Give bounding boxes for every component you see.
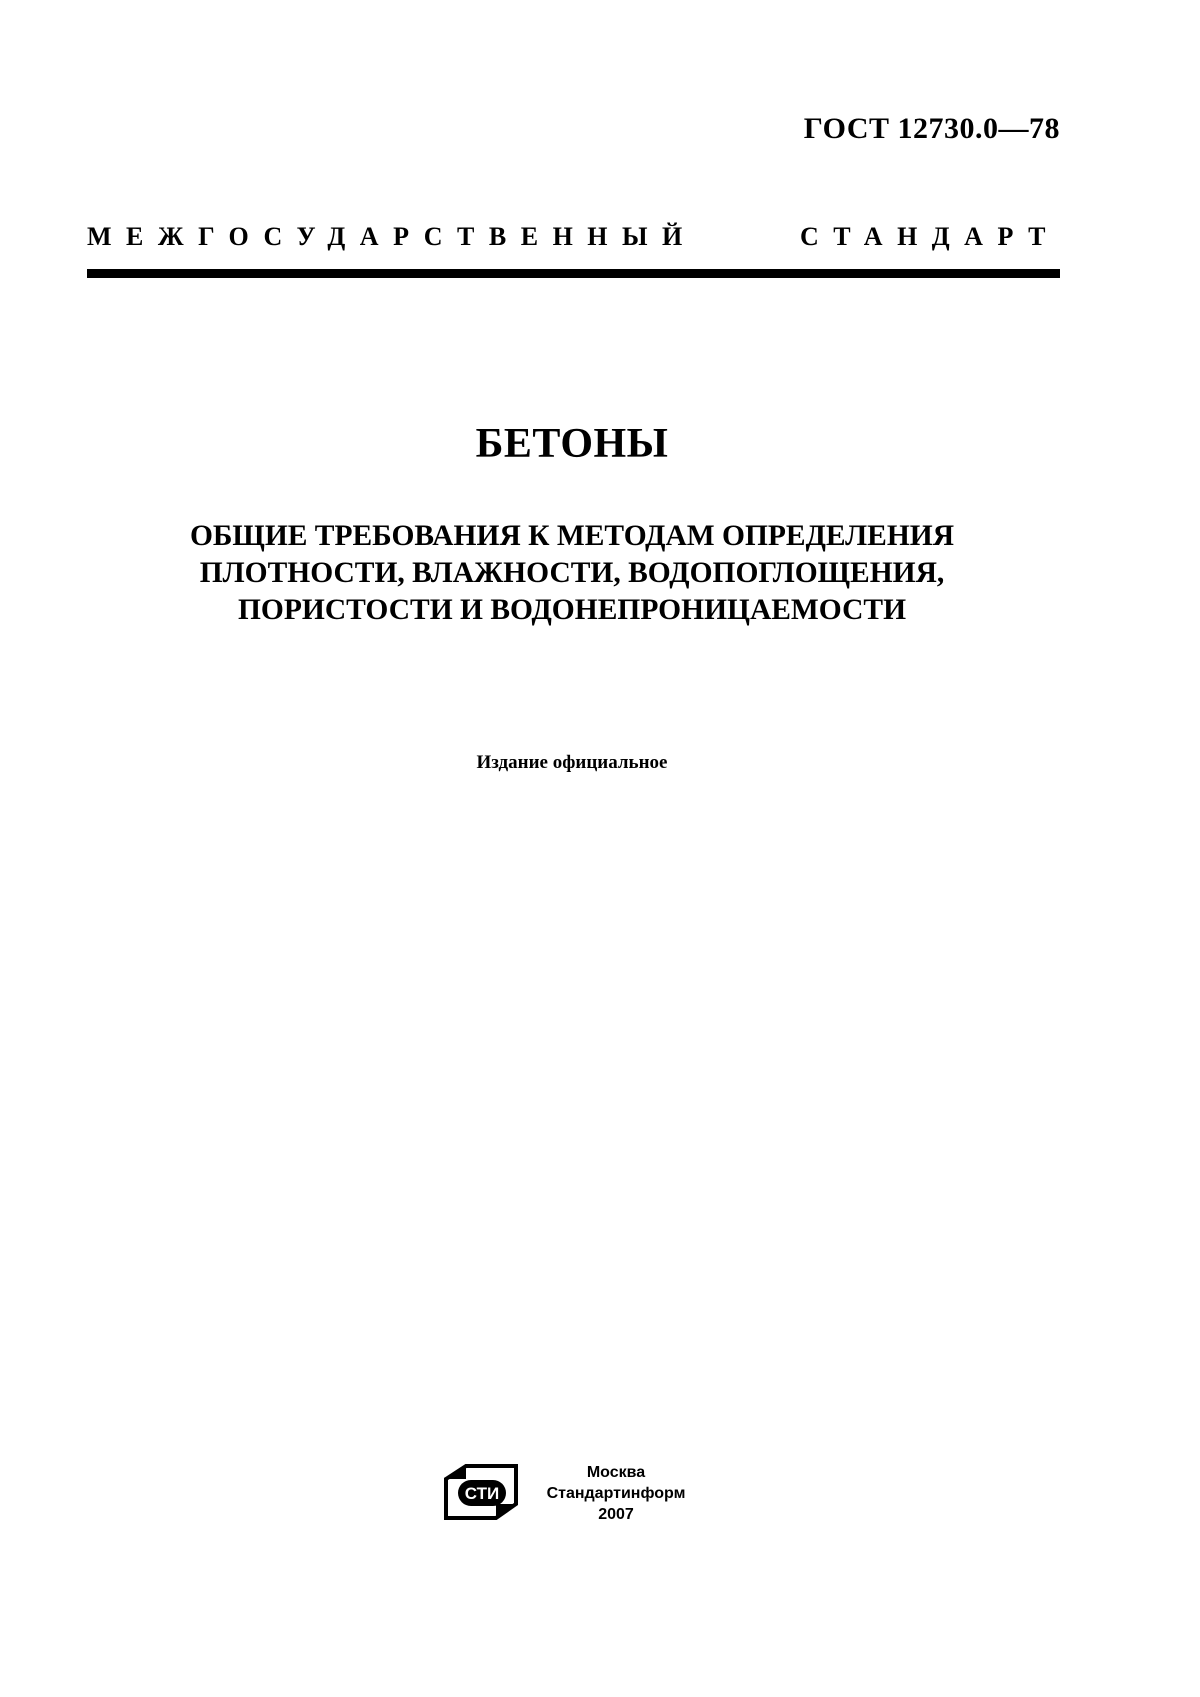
series-word-standard: СТАНДАРТ [799,222,1060,251]
publisher-year: 2007 [598,1506,634,1523]
document-title: БЕТОНЫ [475,421,669,467]
edition-label: Издание официальное [476,752,668,773]
publisher-name: Стандартинформ [546,1485,686,1502]
subtitle-line: ОБЩИЕ ТРЕБОВАНИЯ К МЕТОДАМ ОПРЕДЕЛЕНИЯ [189,520,955,552]
publisher-block [533,1462,699,1525]
series-heading [87,222,1060,252]
header-rule [87,269,1060,278]
logo-text: СТИ [464,1484,500,1503]
publisher-city: Москва [586,1464,646,1481]
document-subtitle [0,518,1144,629]
subtitle-line: ПЛОТНОСТИ, ВЛАЖНОСТИ, ВОДОПОГЛОЩЕНИЯ, [199,557,945,589]
standard-number: ГОСТ 12730.0—78 [803,112,1060,145]
standartinform-logo-icon [444,1464,518,1520]
series-word-interstate: МЕЖГОСУДАРСТВЕННЫЙ [87,222,697,251]
subtitle-line: ПОРИСТОСТИ И ВОДОНЕПРОНИЦАЕМОСТИ [237,594,907,626]
